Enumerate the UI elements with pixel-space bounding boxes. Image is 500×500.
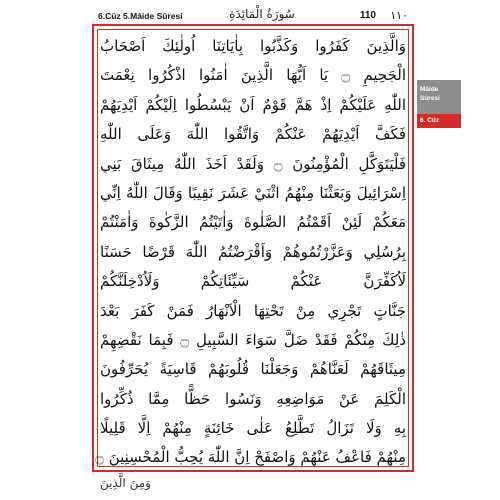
quran-text-block <box>95 32 406 473</box>
page-number: 110 <box>359 10 376 21</box>
section-label: 6.Cüz 5.Mâide Sûresi <box>98 11 183 21</box>
text-line: فَكَفَّ اَيْدِيَهُمْ عَنْكُمْ وَاتَّقُوا اللّٰهَ وَعَلَى اللّٰهِ <box>100 125 406 144</box>
side-tab-surah: Mâide Sûresi <box>417 80 461 114</box>
surah-name-header: سُورَةُ الْمَائِدَةِ <box>229 7 295 21</box>
text-line: الْجَحِيمِ ۝ يَا اَيُّهَا الَّذِينَ اٰمَنُوا اذْكُرُوا نِعْمَتَ <box>100 66 406 85</box>
text-line: وَالَّذِينَ كَفَرُوا وَكَذَّبُوا بِاٰيَاتِنَا اُولٰئِكَ اَصْحَابُ <box>100 37 406 55</box>
text-line: فَلْيَتَوَكَّلِ الْمُؤْمِنُونَ ۝ وَلَقَدْ اَخَذَ اللّٰهُ مِيثَاقَ بَنِي <box>100 154 406 173</box>
text-line: ذٰلِكَ مِنْكُمْ فَقَدْ ضَلَّ سَوَاءَ السَّبِيلِ ۝ فَبِمَا نَقْضِهِمْ <box>100 330 406 349</box>
text-line: اِسْرَائِيلَ وَبَعَثْنَا مِنْهُمُ اثْنَيْ عَشَرَ نَقِيبًا وَقَالَ اللّٰهُ اِنِّي <box>100 183 406 202</box>
text-line: الْكَلِمَ عَنْ مَوَاضِعِهِ وَنَسُوا حَظًّا مِمَّا ذُكِّرُوا <box>100 389 406 408</box>
page-number-arabic: ١١٠ <box>390 9 408 22</box>
text-line: مِنْهُمْ فَاعْفُ عَنْهُمْ وَاصْفَحْ اِنَّ اللّٰهَ يُحِبُّ الْمُحْسِنِينَ ۝ <box>95 448 406 467</box>
catchword: وَمِنَ الَّذِينَ <box>100 476 151 490</box>
text-line: بِرُسُلِي وَعَزَّرْتُمُوهُمْ وَاَقْرَضْتُمُ اللّٰهَ قَرْضًا حَسَنًا <box>100 242 406 261</box>
text-line: اللّٰهِ عَلَيْكُمْ اِذْ هَمَّ قَوْمٌ اَنْ يَبْسُطُوا اِلَيْكُمْ اَيْدِيَهُمْ <box>100 95 406 114</box>
text-line: مَعَكُمْ لَئِنْ اَقَمْتُمُ الصَّلٰوةَ وَاٰتَيْتُمُ الزَّكٰوةَ وَاٰمَنْتُمْ <box>100 213 406 232</box>
text-line: مِيثَاقَهُمْ لَعَنَّاهُمْ وَجَعَلْنَا قُلُوبَهُمْ قَاسِيَةً يُحَرِّفُونَ <box>100 360 406 379</box>
text-line: بِهِ وَلَا تَزَالُ تَطَّلِعُ عَلٰى خَائِنَةٍ مِنْهُمْ اِلَّا قَلِيلًا <box>100 419 406 438</box>
text-line: لَاُكَفِّرَنَّ عَنْكُمْ سَيِّئَاتِكُمْ وَلَاُدْخِلَنَّكُمْ <box>100 272 406 291</box>
text-line: جَنَّاتٍ تَجْرِي مِنْ تَحْتِهَا الْاَنْهَارُ فَمَنْ كَفَرَ بَعْدَ <box>100 301 406 320</box>
side-tab-juz: 6. Cüz <box>417 114 461 128</box>
